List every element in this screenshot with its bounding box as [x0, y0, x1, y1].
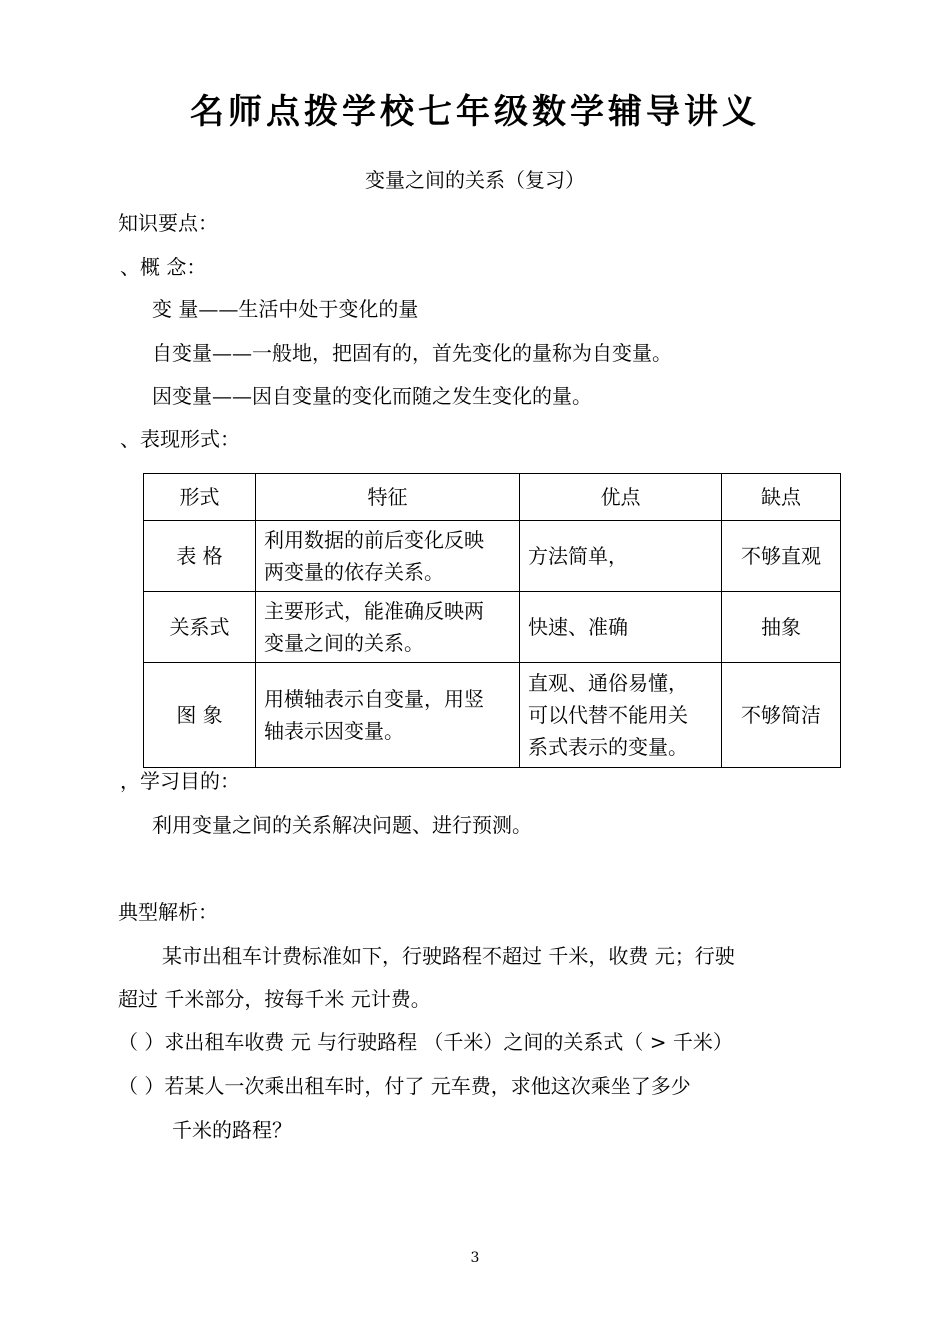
feature-cell	[256, 663, 520, 768]
advantage-line: 快速、准确	[528, 615, 628, 639]
feature-cell	[256, 592, 520, 663]
form-cell: 图 象	[144, 663, 256, 768]
header-disadvantage: 缺点	[722, 474, 841, 521]
feature-line: 用横轴表示自变量，用竖	[264, 687, 484, 711]
table-row	[144, 592, 841, 663]
page-number: 3	[470, 1250, 480, 1266]
feature-cell	[256, 521, 520, 592]
analysis-heading: 典型解析：	[118, 900, 218, 924]
table-header-row	[144, 474, 841, 521]
feature-line: 两变量的依存关系。	[264, 560, 444, 584]
advantage-line: 直观、通俗易懂，	[528, 671, 688, 695]
goal-text: 利用变量之间的关系解决问题、进行预测。	[152, 813, 532, 837]
representation-forms-table	[143, 473, 841, 768]
advantage-cell	[520, 592, 722, 663]
advantage-line: 方法简单，	[528, 544, 628, 568]
feature-line: 主要形式，能准确反映两	[264, 599, 484, 623]
form-cell: 关系式	[144, 592, 256, 663]
problem-text-line-2: 超过 千米部分，按每千米 元计费。	[118, 987, 431, 1011]
knowledge-heading: 知识要点：	[118, 211, 218, 235]
advantage-cell	[520, 663, 722, 768]
table-row	[144, 521, 841, 592]
question-1: （ ）求出租车收费 元 与行驶路程 （千米）之间的关系式（ > 千米）	[118, 1030, 733, 1054]
form-cell: 表 格	[144, 521, 256, 592]
advantage-line: 系式表示的变量。	[528, 735, 688, 759]
header-advantage: 优点	[520, 474, 722, 521]
disadvantage-cell: 不够简洁	[722, 663, 841, 768]
concept-heading: 、概 念：	[120, 255, 207, 279]
page-title: 名师点拨学校七年级数学辅导讲义	[190, 92, 760, 132]
header-feature: 特征	[256, 474, 520, 521]
feature-line: 变量之间的关系。	[264, 631, 424, 655]
disadvantage-cell: 不够直观	[722, 521, 841, 592]
dependent-variable-definition: 因变量——因自变量的变化而随之发生变化的量。	[152, 384, 592, 408]
feature-line: 轴表示因变量。	[264, 719, 404, 743]
table-row	[144, 663, 841, 768]
disadvantage-cell: 抽象	[722, 592, 841, 663]
advantage-cell	[520, 521, 722, 592]
advantage-line: 可以代替不能用关	[528, 703, 688, 727]
problem-text-line-1: 某市出租车计费标准如下，行驶路程不超过 千米，收费 元；行驶	[162, 944, 735, 968]
forms-heading: 、表现形式：	[120, 427, 240, 451]
question-2-line-1: （ ）若某人一次乘出租车时，付了 元车费，求他这次乘坐了多少	[118, 1074, 691, 1098]
question-2-line-2: 千米的路程？	[172, 1118, 292, 1142]
section-subtitle: 变量之间的关系（复习）	[365, 168, 585, 192]
feature-line: 利用数据的前后变化反映	[264, 528, 484, 552]
variable-definition: 变 量——生活中处于变化的量	[152, 297, 419, 321]
header-form: 形式	[144, 474, 256, 521]
independent-variable-definition: 自变量——一般地，把固有的，首先变化的量称为自变量。	[152, 341, 672, 365]
goal-heading: ，学习目的：	[120, 769, 240, 793]
